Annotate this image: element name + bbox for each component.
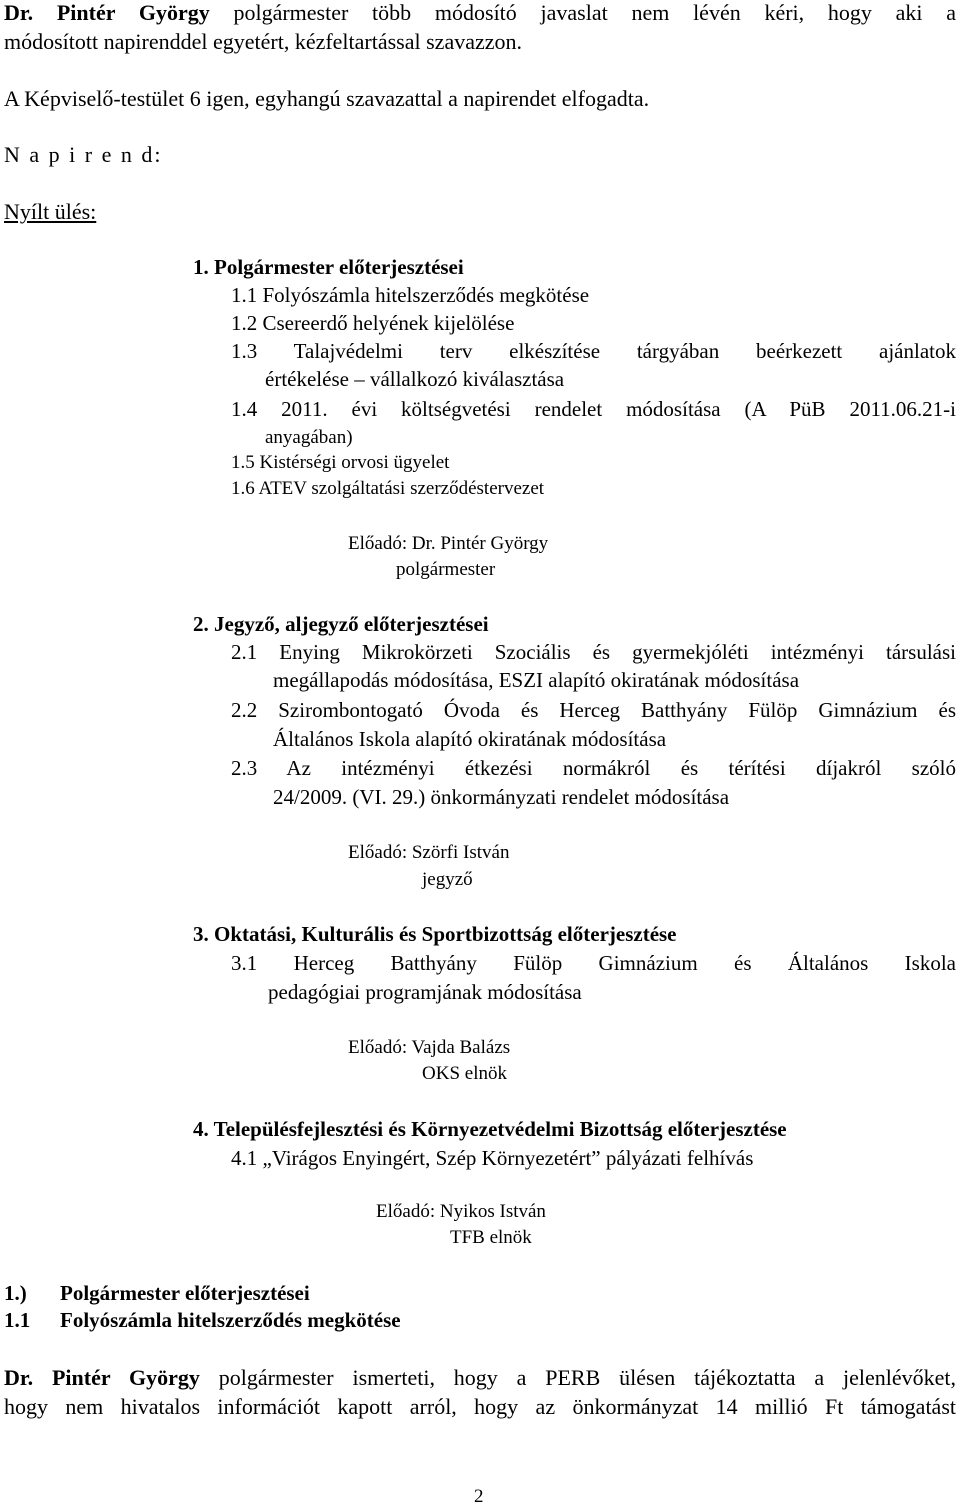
section-1-presenter: Előadó: Dr. Pintér György: [348, 533, 549, 554]
item-1-3-line-2: értékelése – vállalkozó kiválasztása: [265, 367, 565, 391]
section-4-presenter-role: TFB elnök: [450, 1227, 532, 1248]
item-3-1-line-2: pedagógiai programjának módosítása: [268, 980, 582, 1004]
agenda-title: N a p i r e n d:: [4, 142, 163, 167]
page-number: 2: [474, 1486, 484, 1507]
intro-speaker: Dr. Pintér György: [4, 0, 210, 25]
item-1-1: 1.1 Folyószámla hitelszerződés megkötése: [231, 283, 590, 307]
open-session-label: Nyílt ülés:: [4, 199, 97, 224]
item-2-3-line-1: 2.3 Az intézményi étkezési normákról és térítési díjakról szóló: [231, 756, 956, 780]
item-1-5: 1.5 Kistérségi orvosi ügyelet: [231, 452, 450, 473]
heading-1-text: Polgármester előterjesztései: [60, 1281, 310, 1305]
intro-line-1-text: polgármester több módosító javaslat nem lévén kéri, hogy aki a: [233, 0, 956, 25]
item-2-1-line-2: megállapodás módosítása, ESZI alapító okiratának módosítása: [273, 668, 800, 692]
item-2-2-line-1: 2.2 Szirombontogató Óvoda és Herceg Batthyány Fülöp Gimnázium és: [231, 698, 956, 722]
vote-result: A Képviselő-testület 6 igen, egyhangú szavazattal a napirendet elfogadta.: [4, 86, 650, 111]
item-1-4-line-1: 1.4 2011. évi költségvetési rendelet módosítása (A PüB 2011.06.21-i: [231, 397, 956, 421]
item-2-3-line-2: 24/2009. (VI. 29.) önkormányzati rendelet módosítása: [273, 785, 730, 809]
intro-line-2: módosított napirenddel egyetért, kézfeltartással szavazzon.: [4, 29, 523, 54]
item-3-1-line-1: 3.1 Herceg Batthyány Fülöp Gimnázium és Általános Iskola: [231, 951, 956, 975]
heading-2-text: Folyószámla hitelszerződés megkötése: [60, 1308, 401, 1332]
section-2-presenter: Előadó: Szörfi István: [348, 842, 510, 863]
closing-line-1-text: polgármester ismerteti, hogy a PERB ülésen tájékoztatta a jelenlévőket,: [218, 1365, 956, 1390]
section-1-title: 1. Polgármester előterjesztései: [193, 255, 464, 279]
item-1-3-line-1: 1.3 Talajvédelmi terv elkészítése tárgyában beérkezett ajánlatok: [231, 339, 956, 363]
intro-line-1: [4, 0, 956, 26]
item-1-6: 1.6 ATEV szolgáltatási szerződéstervezet: [231, 478, 545, 499]
section-3-presenter-role: OKS elnök: [422, 1063, 507, 1084]
section-1-presenter-role: polgármester: [396, 559, 496, 580]
item-1-2: 1.2 Csereerdő helyének kijelölése: [231, 311, 515, 335]
closing-line-2: hogy nem hivatalos információt kapott arról, hogy az önkormányzat 14 millió Ft támogatást: [4, 1394, 956, 1419]
item-2-2-line-2: Általános Iskola alapító okiratának módosítása: [273, 727, 667, 751]
closing-line-1: [4, 1365, 956, 1391]
item-4-1: 4.1 „Virágos Enyingért, Szép Környezetért” pályázati felhívás: [231, 1146, 754, 1170]
section-2-title: 2. Jegyző, aljegyző előterjesztései: [193, 612, 489, 636]
closing-speaker: Dr. Pintér György: [4, 1365, 200, 1390]
heading-2-number: 1.1: [4, 1308, 31, 1332]
section-3-title: 3. Oktatási, Kulturális és Sportbizottság előterjesztése: [193, 922, 677, 946]
item-1-4-line-2: anyagában): [265, 427, 353, 448]
item-2-1-line-1: 2.1 Enying Mikrokörzeti Szociális és gyermekjóléti intézményi társulási: [231, 640, 956, 664]
heading-1-number: 1.): [4, 1281, 27, 1305]
section-4-title: 4. Településfejlesztési és Környezetvédelmi Bizottság előterjesztése: [193, 1117, 787, 1141]
section-4-presenter: Előadó: Nyikos István: [376, 1201, 546, 1222]
section-2-presenter-role: jegyző: [422, 869, 473, 890]
section-3-presenter: Előadó: Vajda Balázs: [348, 1037, 511, 1058]
